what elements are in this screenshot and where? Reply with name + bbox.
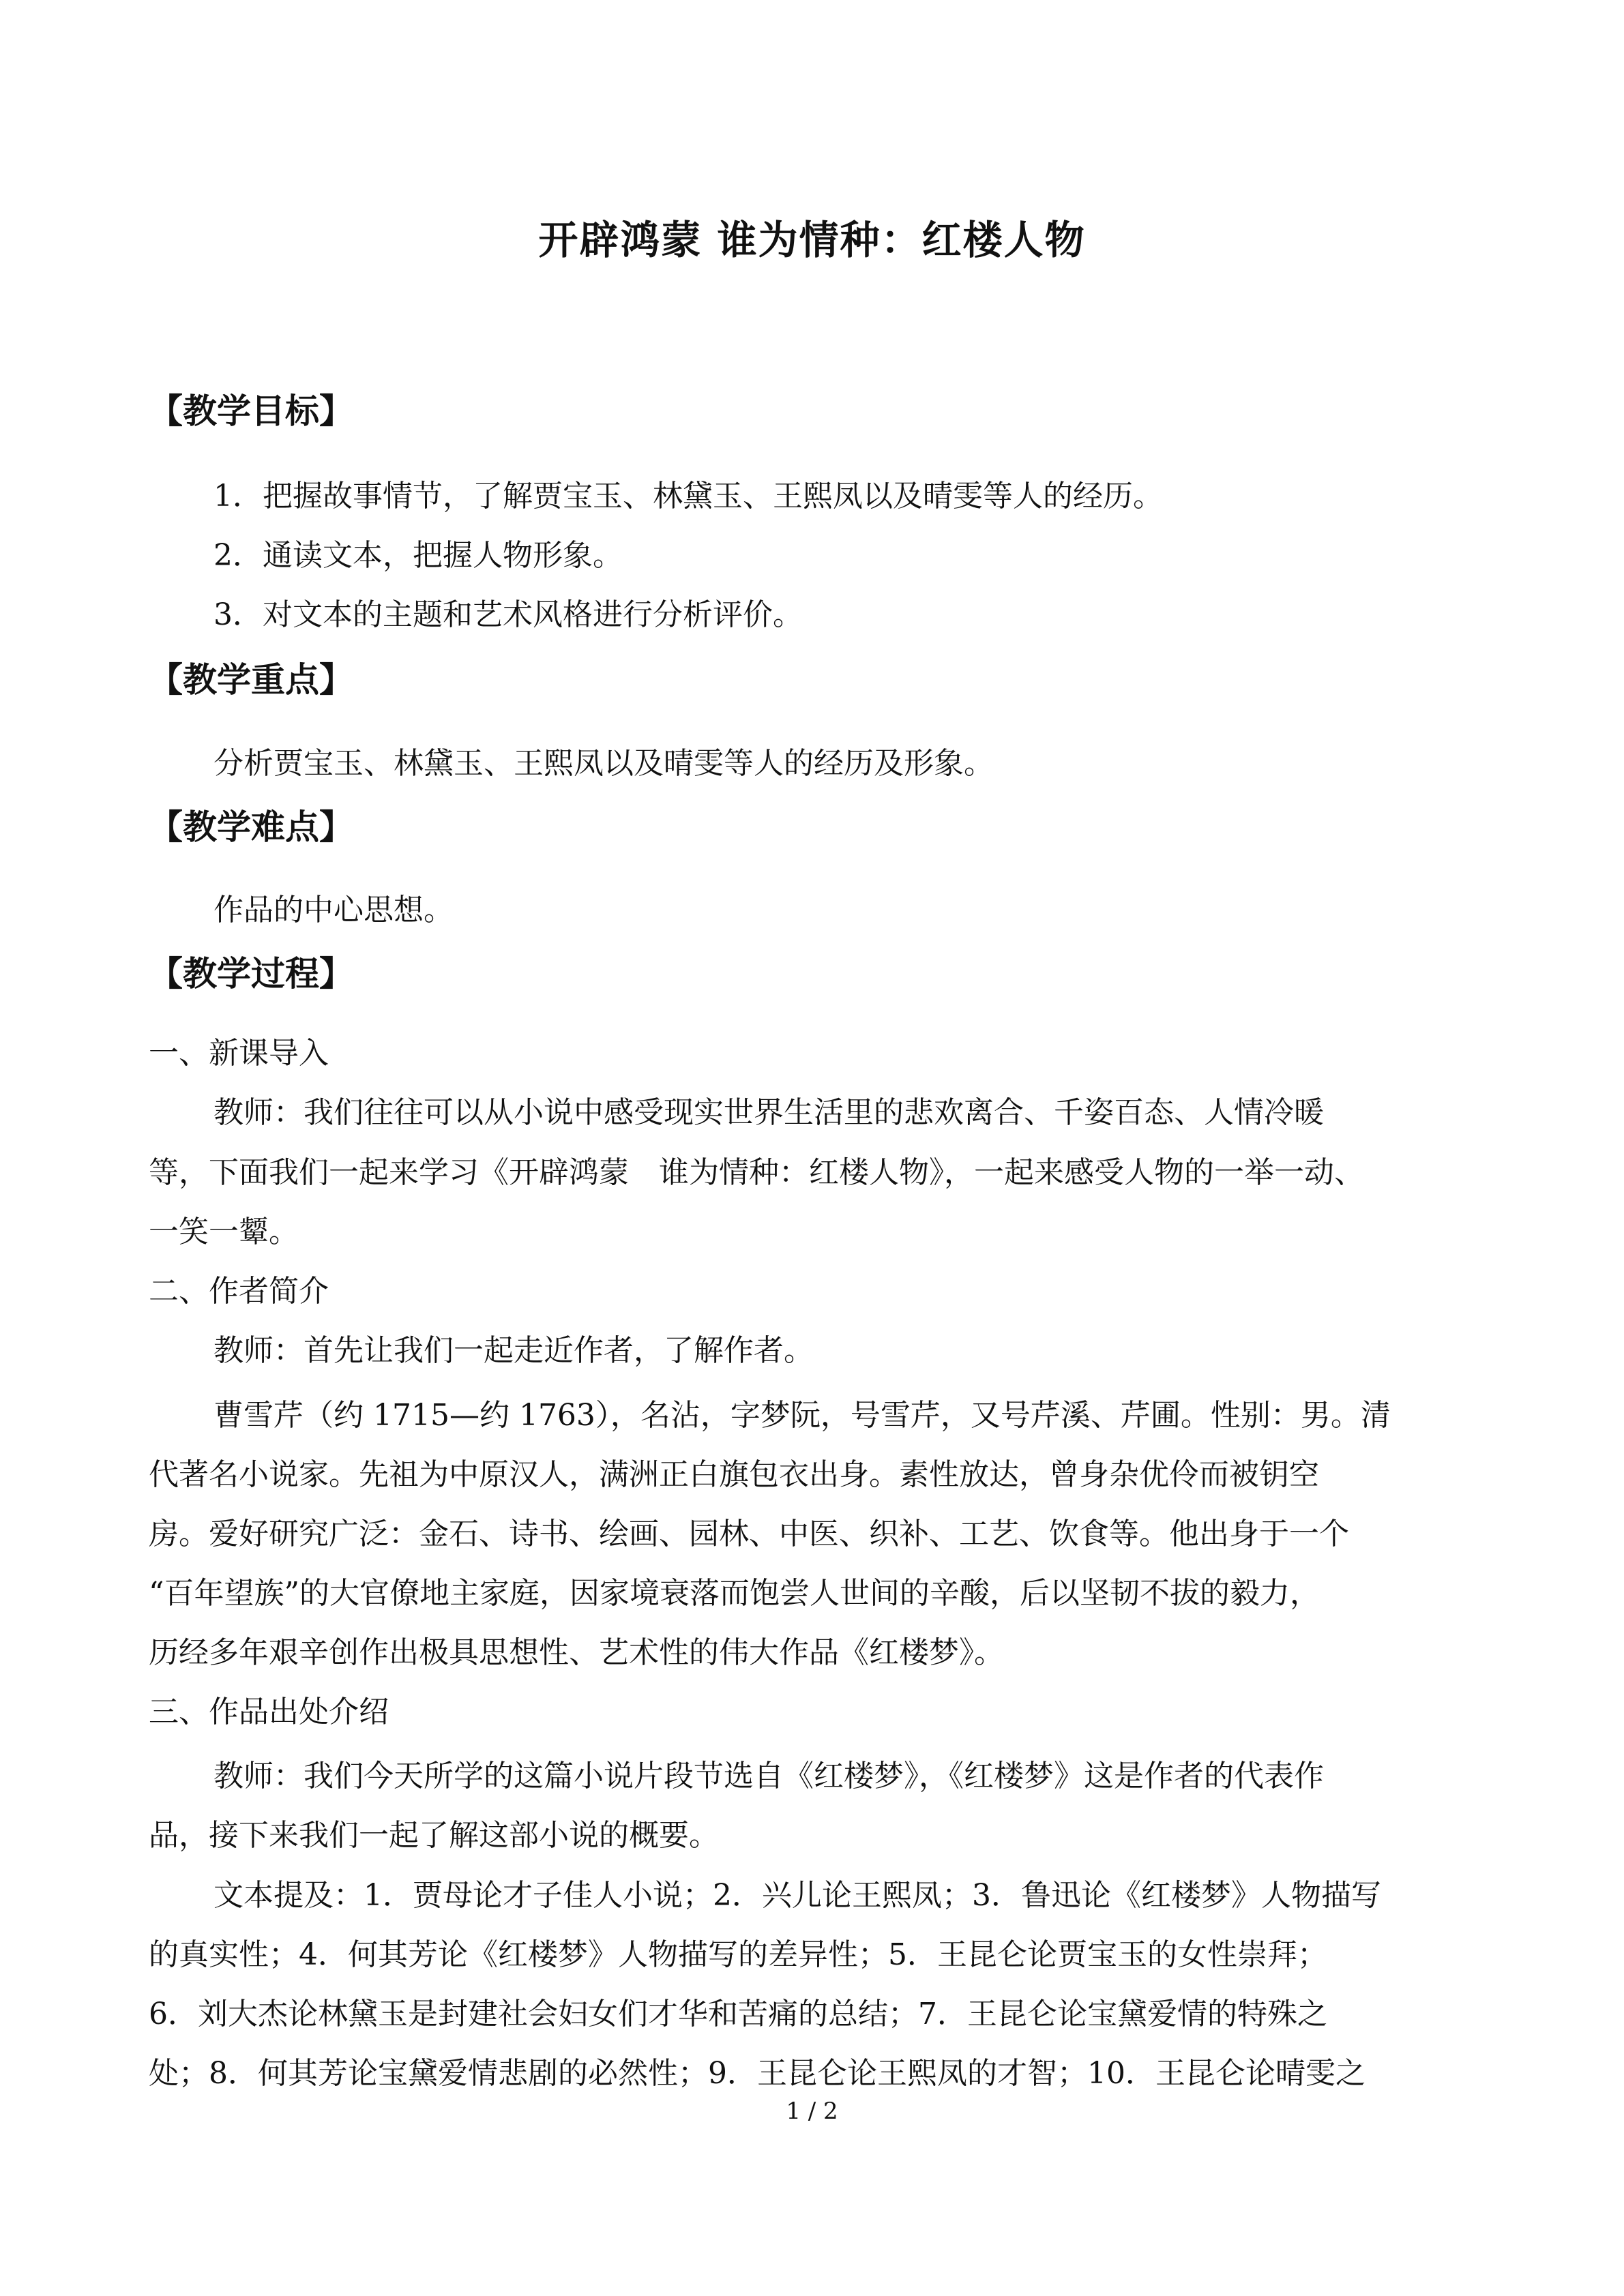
heading-key-points: 【教学重点】 (149, 660, 353, 700)
paragraph-line: 等，下面我们一起来学习《开辟鸿蒙 谁为情种：红楼人物》，一起来感受人物的一举一动、 (149, 1155, 1364, 1190)
objective-item: 3．对文本的主题和艺术风格进行分析评价。 (213, 597, 803, 632)
difficulties-text: 作品的中心思想。 (213, 893, 454, 927)
heading-process: 【教学过程】 (149, 954, 353, 994)
paragraph-line: 教师：我们往往可以从小说中感受现实世界生活里的悲欢离合、千姿百态、人情冷暖 (213, 1095, 1324, 1130)
heading-difficulties: 【教学难点】 (149, 807, 353, 847)
process-section-heading: 一、新课导入 (149, 1036, 329, 1071)
paragraph-line: 一笑一颦。 (149, 1214, 299, 1249)
paragraph-line: 教师：我们今天所学的这篇小说片段节选自《红楼梦》，《红楼梦》这是作者的代表作 (213, 1759, 1324, 1793)
paragraph-line: 品，接下来我们一起了解这部小说的概要。 (149, 1818, 719, 1853)
paragraph-line: 文本提及：1．贾母论才子佳人小说；2．兴儿论王熙凤；3．鲁迅论《红楼梦》人物描写 (213, 1878, 1381, 1913)
paragraph-line: 6．刘大杰论林黛玉是封建社会妇女们才华和苦痛的总结；7．王昆仑论宝黛爱情的特殊之 (149, 1997, 1327, 2031)
objective-item: 1．把握故事情节，了解贾宝玉、林黛玉、王熙凤以及晴雯等人的经历。 (213, 479, 1163, 513)
paragraph-line: 曹雪芹（约 1715—约 1763），名沾，字梦阮，号雪芹，又号芹溪、芹圃。性别：男。清 (213, 1398, 1391, 1433)
paragraph-line: 的真实性；4．何其芳论《红楼梦》人物描写的差异性；5．王昆仑论贾宝玉的女性崇拜； (149, 1937, 1327, 1972)
paragraph-line: 处；8．何其芳论宝黛爱情悲剧的必然性；9．王昆仑论王熙凤的才智；10．王昆仑论晴雯之 (149, 2056, 1365, 2091)
paragraph-line: 房。爱好研究广泛：金石、诗书、绘画、园林、中医、织补、工艺、饮食等。他出身于一个 (149, 1517, 1349, 1551)
process-section-heading: 三、作品出处介绍 (149, 1695, 389, 1729)
page-number: 1 / 2 (786, 2098, 838, 2125)
paragraph-line: 教师：首先让我们一起走近作者，了解作者。 (213, 1333, 814, 1368)
paragraph-line: 代著名小说家。先祖为中原汉人，满洲正白旗包衣出身。素性放达，曾身杂优伶而被钥空 (149, 1457, 1319, 1492)
process-section-heading: 二、作者简介 (149, 1274, 329, 1309)
objective-item: 2．通读文本，把握人物形象。 (213, 538, 623, 573)
page-title: 开辟鸿蒙 谁为情种：红楼人物 (538, 217, 1086, 263)
heading-objectives: 【教学目标】 (149, 391, 353, 431)
paragraph-line: “百年望族”的大官僚地主家庭，因家境衰落而饱尝人世间的辛酸，后以坚韧不拔的毅力， (149, 1576, 1320, 1611)
key-points-text: 分析贾宝玉、林黛玉、王熙凤以及晴雯等人的经历及形象。 (213, 746, 994, 781)
paragraph-line: 历经多年艰辛创作出极具思想性、艺术性的伟大作品《红楼梦》。 (149, 1635, 1004, 1670)
